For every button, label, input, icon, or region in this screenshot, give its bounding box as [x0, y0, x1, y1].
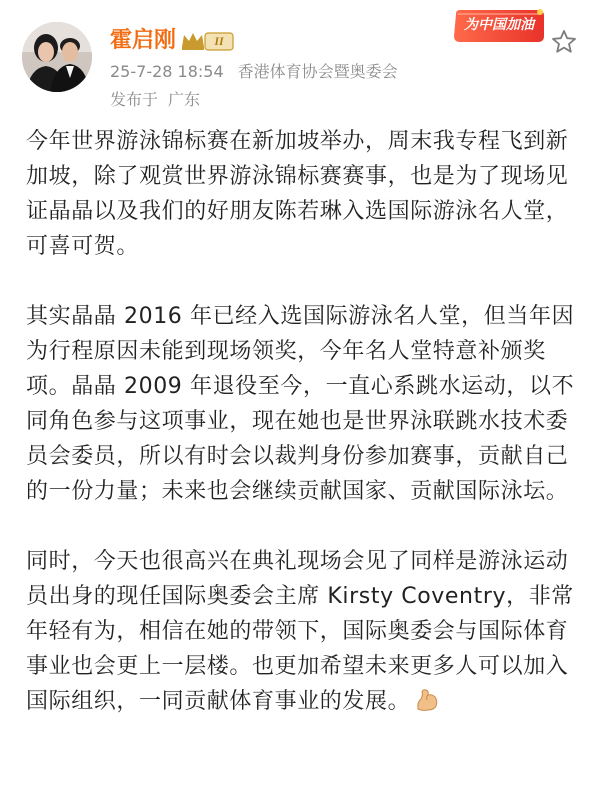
post-timestamp[interactable]: 25-7-28 18:54: [110, 62, 224, 81]
location-name: 广东: [168, 90, 201, 109]
avatar-photo-icon: [22, 22, 92, 92]
location-prefix: 发布于: [110, 90, 159, 109]
post-paragraph-last: [26, 544, 582, 719]
post-paragraph: 其实晶晶 2016 年已经入选国际游泳名人堂，但当年因为行程原因未能到现场领奖，今年名人堂特意补颁奖项。晶晶 2009 年退役至今，一直心系跳水运动，以不同角色参与这项事业，现在她也是世界泳联跳水技术委员会委员，所以有时会以裁判身份参加赛事，贡献自己的一份力量；未来也会继续贡献国家、贡献国际泳坛。: [26, 304, 575, 504]
support-badge-label: 为中国加油: [464, 17, 534, 33]
author-name[interactable]: 霍启刚: [110, 28, 177, 53]
post-paragraph: 今年世界游泳锦标赛在新加坡举办，周末我专程飞到新加坡，除了观赏世界游泳锦标赛赛事，也是为了现场见证晶晶以及我们的好朋友陈若琳入选国际游泳名人堂，可喜可贺。: [26, 129, 569, 259]
post-meta: [110, 62, 398, 82]
support-badge[interactable]: [450, 6, 548, 46]
author-affiliation: 香港体育协会暨奥委会: [237, 62, 398, 81]
flexed-biceps-icon: [414, 687, 440, 713]
vip-level-text: II: [214, 34, 224, 48]
avatar[interactable]: [22, 22, 92, 92]
post-paragraph-text: 同时，今天也很高兴在典礼现场会见了同样是游泳运动员出身的现任国际奥委会主席 Kirsty Coventry，非常年轻有为，相信在她的带领下，国际奥委会与国际体育事业也会更上一层楼。也更加希望未来更多人可以加入国际组织，一同贡献体育事业的发展。: [26, 549, 574, 714]
post-header: [0, 0, 600, 120]
favorite-button[interactable]: [550, 28, 578, 56]
post-location: [110, 90, 200, 110]
vip-level-badge: [180, 30, 236, 52]
star-icon: [550, 28, 578, 56]
post-content: [26, 124, 582, 719]
